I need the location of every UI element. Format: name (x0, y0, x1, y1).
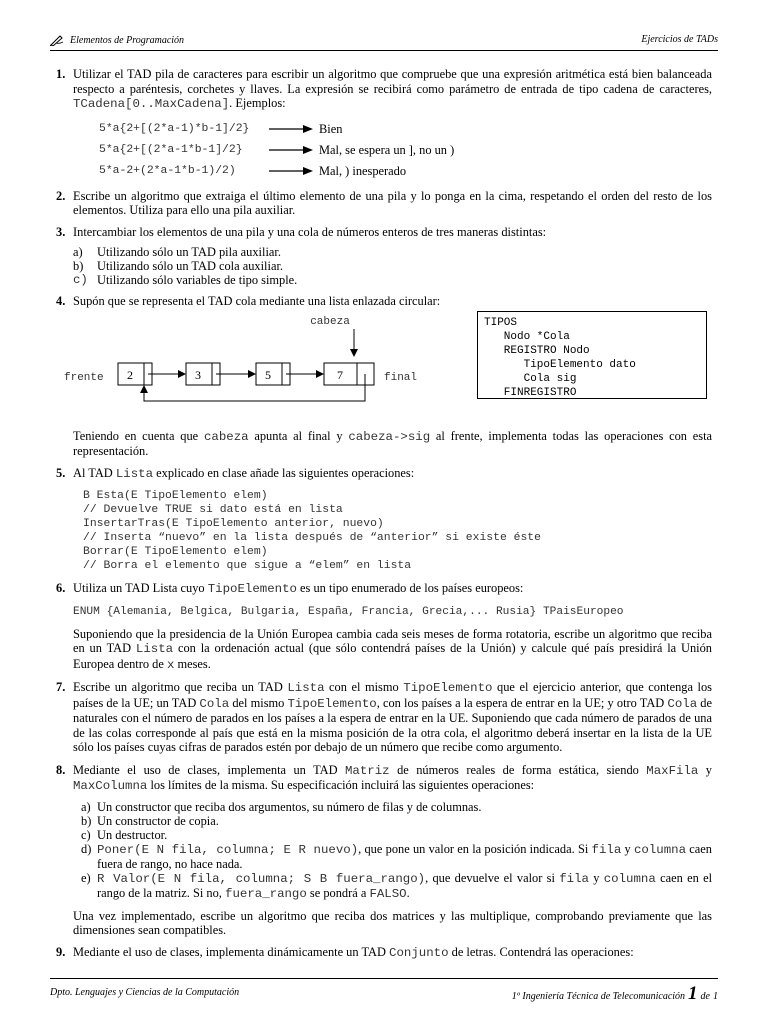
arrow-right-icon (269, 124, 313, 134)
svg-text:3: 3 (195, 367, 201, 382)
exercise-number: 9. (56, 944, 66, 959)
list-item (73, 245, 712, 259)
exercise-number: 4. (56, 294, 66, 308)
list-item (81, 800, 712, 814)
exercise-9 (52, 945, 712, 961)
linked-list-svg (52, 309, 462, 425)
code-span: MaxFila (646, 763, 699, 778)
list-node (186, 363, 220, 385)
list-marker: c) (73, 273, 88, 287)
code-span: FALSO (369, 886, 407, 901)
code-block: ENUM {Alemania, Belgica, Bulgaria, España, Francia, Grecia,... Rusia} TPaisEuropeo (73, 605, 624, 618)
final-label: final (384, 371, 418, 384)
text-span: , con los países a la espera de entrar en la UE; y otro TAD (376, 695, 668, 710)
text-span: los límites de la misma. Su especificación incluirá las siguientes operaciones: (147, 778, 535, 792)
type-definition-box: TIPOS Nodo *Cola REGISTRO Nodo TipoElemento dato Cola sig FINREGISTRO (477, 311, 707, 399)
list-item (81, 814, 712, 828)
page-header (50, 32, 718, 51)
list-text (97, 871, 712, 901)
text-span: caen en el rango de la matriz. Si no, (97, 870, 713, 900)
text-span: , que pone un valor en la posición indicada. Si (358, 841, 592, 856)
text-span: de números reales de forma estática, siendo (389, 762, 647, 777)
text-span: de letras. Contendrá las operaciones: (448, 944, 634, 959)
sub-list (81, 800, 712, 901)
code-span: columna (633, 842, 687, 857)
exercise-1 (52, 67, 712, 182)
example-code: 5*a{2+[(2*a-1*b-1]/2} (99, 143, 243, 156)
list-text: Un destructor. (97, 827, 168, 842)
text-span: apunta al final y (248, 428, 349, 443)
text-span: se pondrá a (306, 885, 370, 900)
text-span: Suponiendo que la presidencia de la Unión Europea cambia cada seis meses de forma rotatoria, escribe un algoritmo que reciba en un TAD (73, 626, 712, 655)
text-span: , que devuelve el valor si (425, 870, 560, 885)
exercise-number: 7. (56, 680, 66, 694)
text-span: de naturales con el número de parados en los países a la espera de entrar en la UE. Suponiendo que cada número de parados de una de las colas corresponde al país que está en la misma posición de la otra cola, el algoritmo deberá insertar en la lista de la UE sólo los países cuyas cifras de parados estén por debajo de un número que recibe como argumento. (73, 695, 712, 754)
exercise-number: 1. (56, 67, 66, 81)
page-number: 1 (688, 983, 698, 1004)
page-total: 1 (713, 991, 718, 1002)
example-row (99, 119, 712, 140)
header-title: Elementos de Programación (70, 34, 185, 46)
document-body (52, 67, 712, 967)
exercise-text (73, 680, 712, 755)
text-span: que el ejercicio anterior, que contenga los países de la UE; un TAD (73, 680, 712, 710)
list-item (73, 273, 712, 287)
code-span: TipoElemento (207, 582, 297, 596)
list-marker: b) (73, 259, 84, 273)
code-span: Cola (667, 696, 698, 711)
page-footer (50, 978, 718, 1003)
exercise-text: Una vez implementado, escribe un algoritmo que reciba dos matrices y las multiplique, comprobando previamente que las dimensiones sean compatibles. (73, 908, 712, 937)
text-span: Teniendo en cuenta que (73, 428, 204, 443)
code-span: Lista (287, 681, 325, 695)
svg-text:2: 2 (127, 367, 133, 382)
list-marker: b) (81, 813, 92, 828)
code-span: fila (591, 842, 622, 857)
code-span: TipoElemento (287, 696, 377, 711)
list-text: Un constructor de copia. (97, 813, 219, 828)
list-marker: a) (73, 245, 83, 259)
exercise-text (73, 945, 712, 961)
list-node (324, 363, 374, 385)
code-span: fuera_rango (225, 886, 307, 901)
exercise-text: Intercambiar los elementos de una pila y una cola de números enteros de tres maneras distintas: (73, 224, 547, 239)
arrow-right-icon (269, 166, 313, 176)
exercise-3 (52, 225, 712, 288)
frente-label: frente (64, 371, 104, 384)
exercise-text (73, 627, 712, 673)
exercise-text (73, 67, 712, 112)
exercise-8 (52, 763, 712, 938)
footer-course-name: 1º Ingeniería Técnica de Telecomunicación (511, 991, 686, 1002)
code-span: x (166, 657, 175, 672)
exercise-text: Escribe un algoritmo que extraiga el último elemento de una pila y lo ponga en la cima, respetando el orden del resto de los elementos. Utiliza para ello una pila auxiliar. (73, 188, 712, 217)
examples-list (99, 119, 712, 182)
exercise-number: 3. (56, 224, 66, 239)
list-text: Utilizando sólo un TAD pila auxiliar. (97, 245, 281, 259)
list-text: Utilizando sólo un TAD cola auxiliar. (97, 259, 283, 273)
example-code: 5*a{2+[(2*a-1)*b-1]/2} (99, 122, 250, 135)
list-marker: e) (81, 870, 91, 885)
exercise-5 (52, 466, 712, 574)
code-span: Lista (135, 642, 174, 656)
code-span: fila (559, 871, 589, 886)
exercise-text (73, 763, 712, 794)
code-span: MaxColumna (73, 779, 148, 793)
list-marker: a) (81, 799, 91, 814)
header-right: Ejercicios de TADs (641, 34, 718, 45)
code-span: columna (603, 871, 656, 886)
exercise-6 (52, 581, 712, 672)
text-span: del mismo (229, 695, 288, 710)
text-span: es un tipo enumerado de los países europeos: (296, 581, 524, 595)
list-node (118, 363, 152, 385)
list-marker: d) (81, 841, 92, 856)
exercise-number: 2. (56, 188, 66, 203)
text-span: . Ejemplos: (229, 96, 286, 110)
list-text (97, 842, 712, 871)
text-span: y (621, 841, 634, 856)
list-text: Un constructor que reciba dos argumentos, su número de filas y de columnas. (97, 799, 482, 814)
text-span: caen fuera de rango, no hace nada. (97, 841, 712, 871)
code-span: R Valor(E N fila, columna; S B fuera_rango) (97, 871, 426, 886)
text-span: Mediante el uso de clases, implementa un TAD (73, 762, 345, 777)
code-span: TipoElemento (403, 681, 493, 695)
code-span: Poner(E N fila, columna; E R nuevo) (97, 842, 359, 857)
exercise-4 (52, 294, 712, 459)
code-span: Matriz (345, 763, 390, 778)
example-result: Mal, se espera un ], no un ) (319, 142, 455, 157)
code-block: B Esta(E TipoElemento elem) // Devuelve TRUE si dato está en lista InsertarTras(E TipoElemento anterior, nuevo) // Inserta “nuevo” en la lista después de “anterior” si existe éste Borrar(E TipoElemento elem) // Borra el elemento que sigue a “elem” en lista (83, 490, 541, 572)
example-code: 5*a-2+(2*a-1*b-1)/2) (99, 164, 236, 177)
text-span: Escribe un algoritmo que reciba un TAD (73, 680, 288, 694)
svg-text:5: 5 (265, 367, 271, 382)
exercise-text: Supón que se representa el TAD cola mediante una lista enlazada circular: (73, 294, 441, 308)
exercise-text (73, 429, 712, 459)
code-span: cabeza (203, 429, 249, 444)
header-left (50, 34, 184, 46)
code-span: Conjunto (389, 945, 449, 960)
text-span: explicado en clase añade las siguientes operaciones: (153, 465, 415, 480)
text-span: al frente, implementa todas las operaciones con esta representación. (73, 428, 713, 458)
text-span: meses. (174, 656, 211, 671)
list-item (81, 842, 712, 871)
example-row (99, 161, 712, 182)
list-item (73, 259, 712, 273)
example-result: Bien (319, 121, 343, 136)
exercise-number: 5. (56, 465, 66, 480)
footer-de: de (700, 991, 710, 1002)
code-span: cabeza->sig (348, 429, 431, 444)
text-span: y (698, 762, 712, 777)
exercise-number: 6. (56, 581, 66, 595)
exercise-2 (52, 189, 712, 218)
text-span: con la ordenación actual (que sólo contendrá países de la Unión) y calcule qué país presidirá la Unión Europea dentro de (73, 641, 712, 671)
circular-list-diagram (64, 309, 712, 425)
list-item (81, 828, 712, 842)
text-span: con el mismo (324, 680, 404, 694)
text-span: Utilizar el TAD pila de caracteres para escribir un algoritmo que compruebe que una expresión aritmética está bien balanceada respecto a paréntesis, corchetes y llaves. La expresión se recibirá como parámetro de entrada de tipo cadena de caracteres, (73, 67, 712, 96)
code-span: Cola (199, 696, 230, 711)
list-node (256, 363, 290, 385)
code-span: Lista (115, 466, 154, 481)
sub-list (73, 245, 712, 287)
exercise-text (73, 581, 712, 597)
example-row (99, 140, 712, 161)
arrow-right-icon (269, 145, 313, 155)
cabeza-label: cabeza (310, 315, 350, 328)
list-marker: c) (81, 827, 91, 842)
text-span: Al TAD (73, 465, 116, 480)
list-item (81, 871, 712, 901)
footer-department: Dpto. Lenguajes y Ciencias de la Computación (50, 987, 240, 998)
exercise-number: 8. (56, 762, 66, 777)
pen-icon (50, 34, 64, 46)
footer-course (512, 983, 718, 1005)
text-span: Mediante el uso de clases, implementa dinámicamente un TAD (73, 944, 390, 959)
exercise-text (73, 466, 712, 482)
exercise-7 (52, 680, 712, 755)
text-span: Utiliza un TAD Lista cuyo (73, 581, 208, 595)
example-result: Mal, ) inesperado (319, 163, 407, 178)
list-text: Utilizando sólo variables de tipo simple. (97, 273, 298, 287)
code-span: TCadena[0..MaxCadena] (73, 97, 230, 111)
text-span: . (406, 885, 410, 900)
svg-text:7: 7 (337, 367, 343, 382)
text-span: y (588, 870, 604, 885)
